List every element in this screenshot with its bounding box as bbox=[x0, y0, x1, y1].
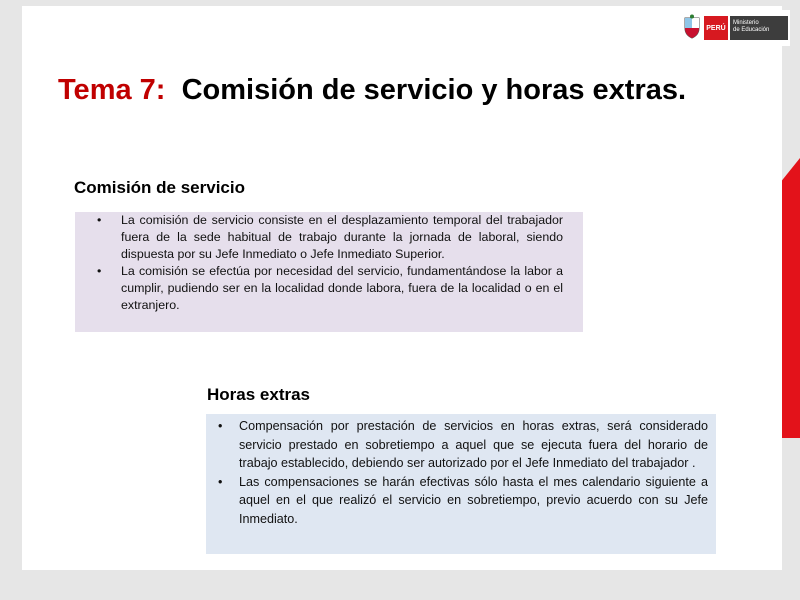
title-prefix: Tema 7: bbox=[58, 74, 166, 106]
ministry-line2: de Educación bbox=[733, 27, 770, 33]
title-text: Comisión de servicio y horas extras. bbox=[181, 74, 687, 106]
peru-label: PERÚ bbox=[704, 16, 728, 40]
list-item: • Compensación por prestación de servicios en horas extras, será considerado servicio prestado en sobretiempo a aquel que se ejecuta fuera del horario de trabajo establecido, debiendo ser autorizado por el Jefe Inmediato del trabajador . bbox=[206, 417, 708, 473]
horas-bullets-box bbox=[206, 414, 716, 554]
comision-bullets-box bbox=[75, 212, 583, 332]
red-edge-decoration bbox=[782, 158, 800, 438]
ministry-label bbox=[730, 16, 788, 40]
section-heading-comision: Comisión de servicio bbox=[74, 178, 245, 197]
list-item: • La comisión de servicio consiste en el desplazamiento temporal del trabajador fuera de la sede habitual de trabajo durante la jornada de laboral, siendo dispuesta por su Jefe Inmediato o Jefe Inmediato Superior. bbox=[75, 212, 563, 263]
list-item: • Las compensaciones se harán efectivas sólo hasta el mes calendario siguiente a aquel en el que realizó el servicio en sobretiempo, previo acuerdo con su Jefe Inmediato. bbox=[206, 473, 708, 529]
section-heading-horas: Horas extras bbox=[207, 385, 311, 404]
ministry-line1: Ministerio bbox=[733, 20, 759, 26]
list-item: • La comisión se efectúa por necesidad del servicio, fundamentándose la labor a cumplir, pudiendo ser en la localidad donde labora, fuera de la localidad o en el extranjero. bbox=[75, 263, 563, 314]
coat-of-arms-icon bbox=[682, 14, 702, 40]
page-title bbox=[58, 74, 686, 107]
ministry-logo bbox=[656, 10, 790, 46]
